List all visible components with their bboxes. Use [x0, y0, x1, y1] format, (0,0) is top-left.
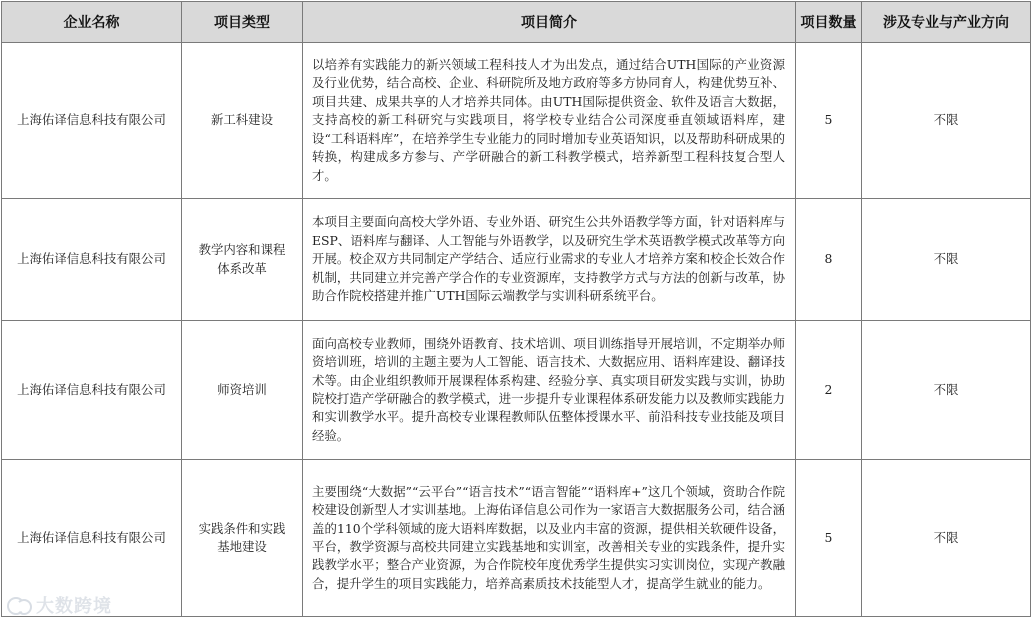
- company-cell: 上海佑译信息科技有限公司: [2, 43, 182, 199]
- table-row: [2, 460, 1031, 617]
- header-company: 企业名称: [2, 2, 182, 43]
- watermark: [6, 592, 112, 618]
- count-cell: 5: [796, 460, 862, 617]
- intro-cell: 以培养有实践能力的新兴领域工程科技人才为出发点，通过结合UTH国际的产业资源及行业优势，结合高校、企业、科研院所及地方政府等多方协同育人，构建优势互补、项目共建、成果共享的人才培养共同体。由UTH国际提供资金、软件及语言大数据，支持高校的新工科研究与实践项目，将学校专业结合公司深度垂直领域语料库，建设“工科语料库”，在培养学生专业能力的同时增加专业英语知识，以及帮助科研成果的转换，构建成多方参与、产学研融合的新工科教学模式，培养新型工程科技复合型人才。: [303, 43, 796, 199]
- type-cell: 教学内容和课程体系改革: [182, 199, 303, 321]
- header-row: [2, 2, 1031, 43]
- count-cell: 5: [796, 43, 862, 199]
- intro-cell: 面向高校专业教师，围绕外语教育、技术培训、项目训练指导开展培训，不定期举办师资培训班，培训的主题主要为人工智能、语言技术、大数据应用、语料库建设、翻译技术等。由企业组织教师开展课程体系构建、经验分享、真实项目研发实践与实训，协助院校打造产学研融合的教学模式，进一步提升专业课程体系研发能力以及教师实践能力和实训教学水平。提升高校专业课程教师队伍整体授课水平、前沿科技专业技能及项目经验。: [303, 321, 796, 460]
- watermark-logo-icon: [6, 594, 32, 616]
- header-intro: 项目简介: [303, 2, 796, 43]
- count-cell: 2: [796, 321, 862, 460]
- table-row: [2, 43, 1031, 199]
- direction-cell: 不限: [862, 43, 1031, 199]
- company-cell: 上海佑译信息科技有限公司: [2, 460, 182, 617]
- direction-cell: 不限: [862, 460, 1031, 617]
- direction-cell: 不限: [862, 321, 1031, 460]
- watermark-text: 大数跨境: [36, 596, 112, 617]
- intro-cell: 本项目主要面向高校大学外语、专业外语、研究生公共外语教学等方面，针对语料库与ESP、语料库与翻译、人工智能与外语教学，以及研究生学术英语教学模式改革等方向开展。校企双方共同制定产学结合、适应行业需求的专业人才培养方案和校企长效合作机制，共同建立并完善产学合作的专业资源库，支持教学方式与方法的创新与改革，协助合作院校搭建并推广UTH国际云端教学与实训科研系统平台。: [303, 199, 796, 321]
- intro-cell: 主要围绕“大数据”“云平台”“语言技术”“语言智能”“语料库+”这几个领域，资助合作院校建设创新型人才实训基地。上海佑译信息公司作为一家语言大数据服务公司，结合涵盖的110个学科领域的庞大语料库数据，以及业内丰富的资源，提供相关软硬件设备，平台，教学资源与高校共同建立实践基地和实训室，改善相关专业的实践条件，提升实践教学水平；整合产业资源，为合作院校年度优秀学生提供实习实训岗位，实现产教融合，提升学生的项目实践能力，培养高素质技术技能型人才，提高学生就业的能力。: [303, 460, 796, 617]
- direction-cell: 不限: [862, 199, 1031, 321]
- type-cell: 实践条件和实践基地建设: [182, 460, 303, 617]
- type-cell: 新工科建设: [182, 43, 303, 199]
- header-type: 项目类型: [182, 2, 303, 43]
- table-row: [2, 321, 1031, 460]
- header-direction: 涉及专业与产业方向: [862, 2, 1031, 43]
- header-count: 项目数量: [796, 2, 862, 43]
- project-table: [1, 1, 1031, 617]
- table-row: [2, 199, 1031, 321]
- company-cell: 上海佑译信息科技有限公司: [2, 321, 182, 460]
- company-cell: 上海佑译信息科技有限公司: [2, 199, 182, 321]
- count-cell: 8: [796, 199, 862, 321]
- type-cell: 师资培训: [182, 321, 303, 460]
